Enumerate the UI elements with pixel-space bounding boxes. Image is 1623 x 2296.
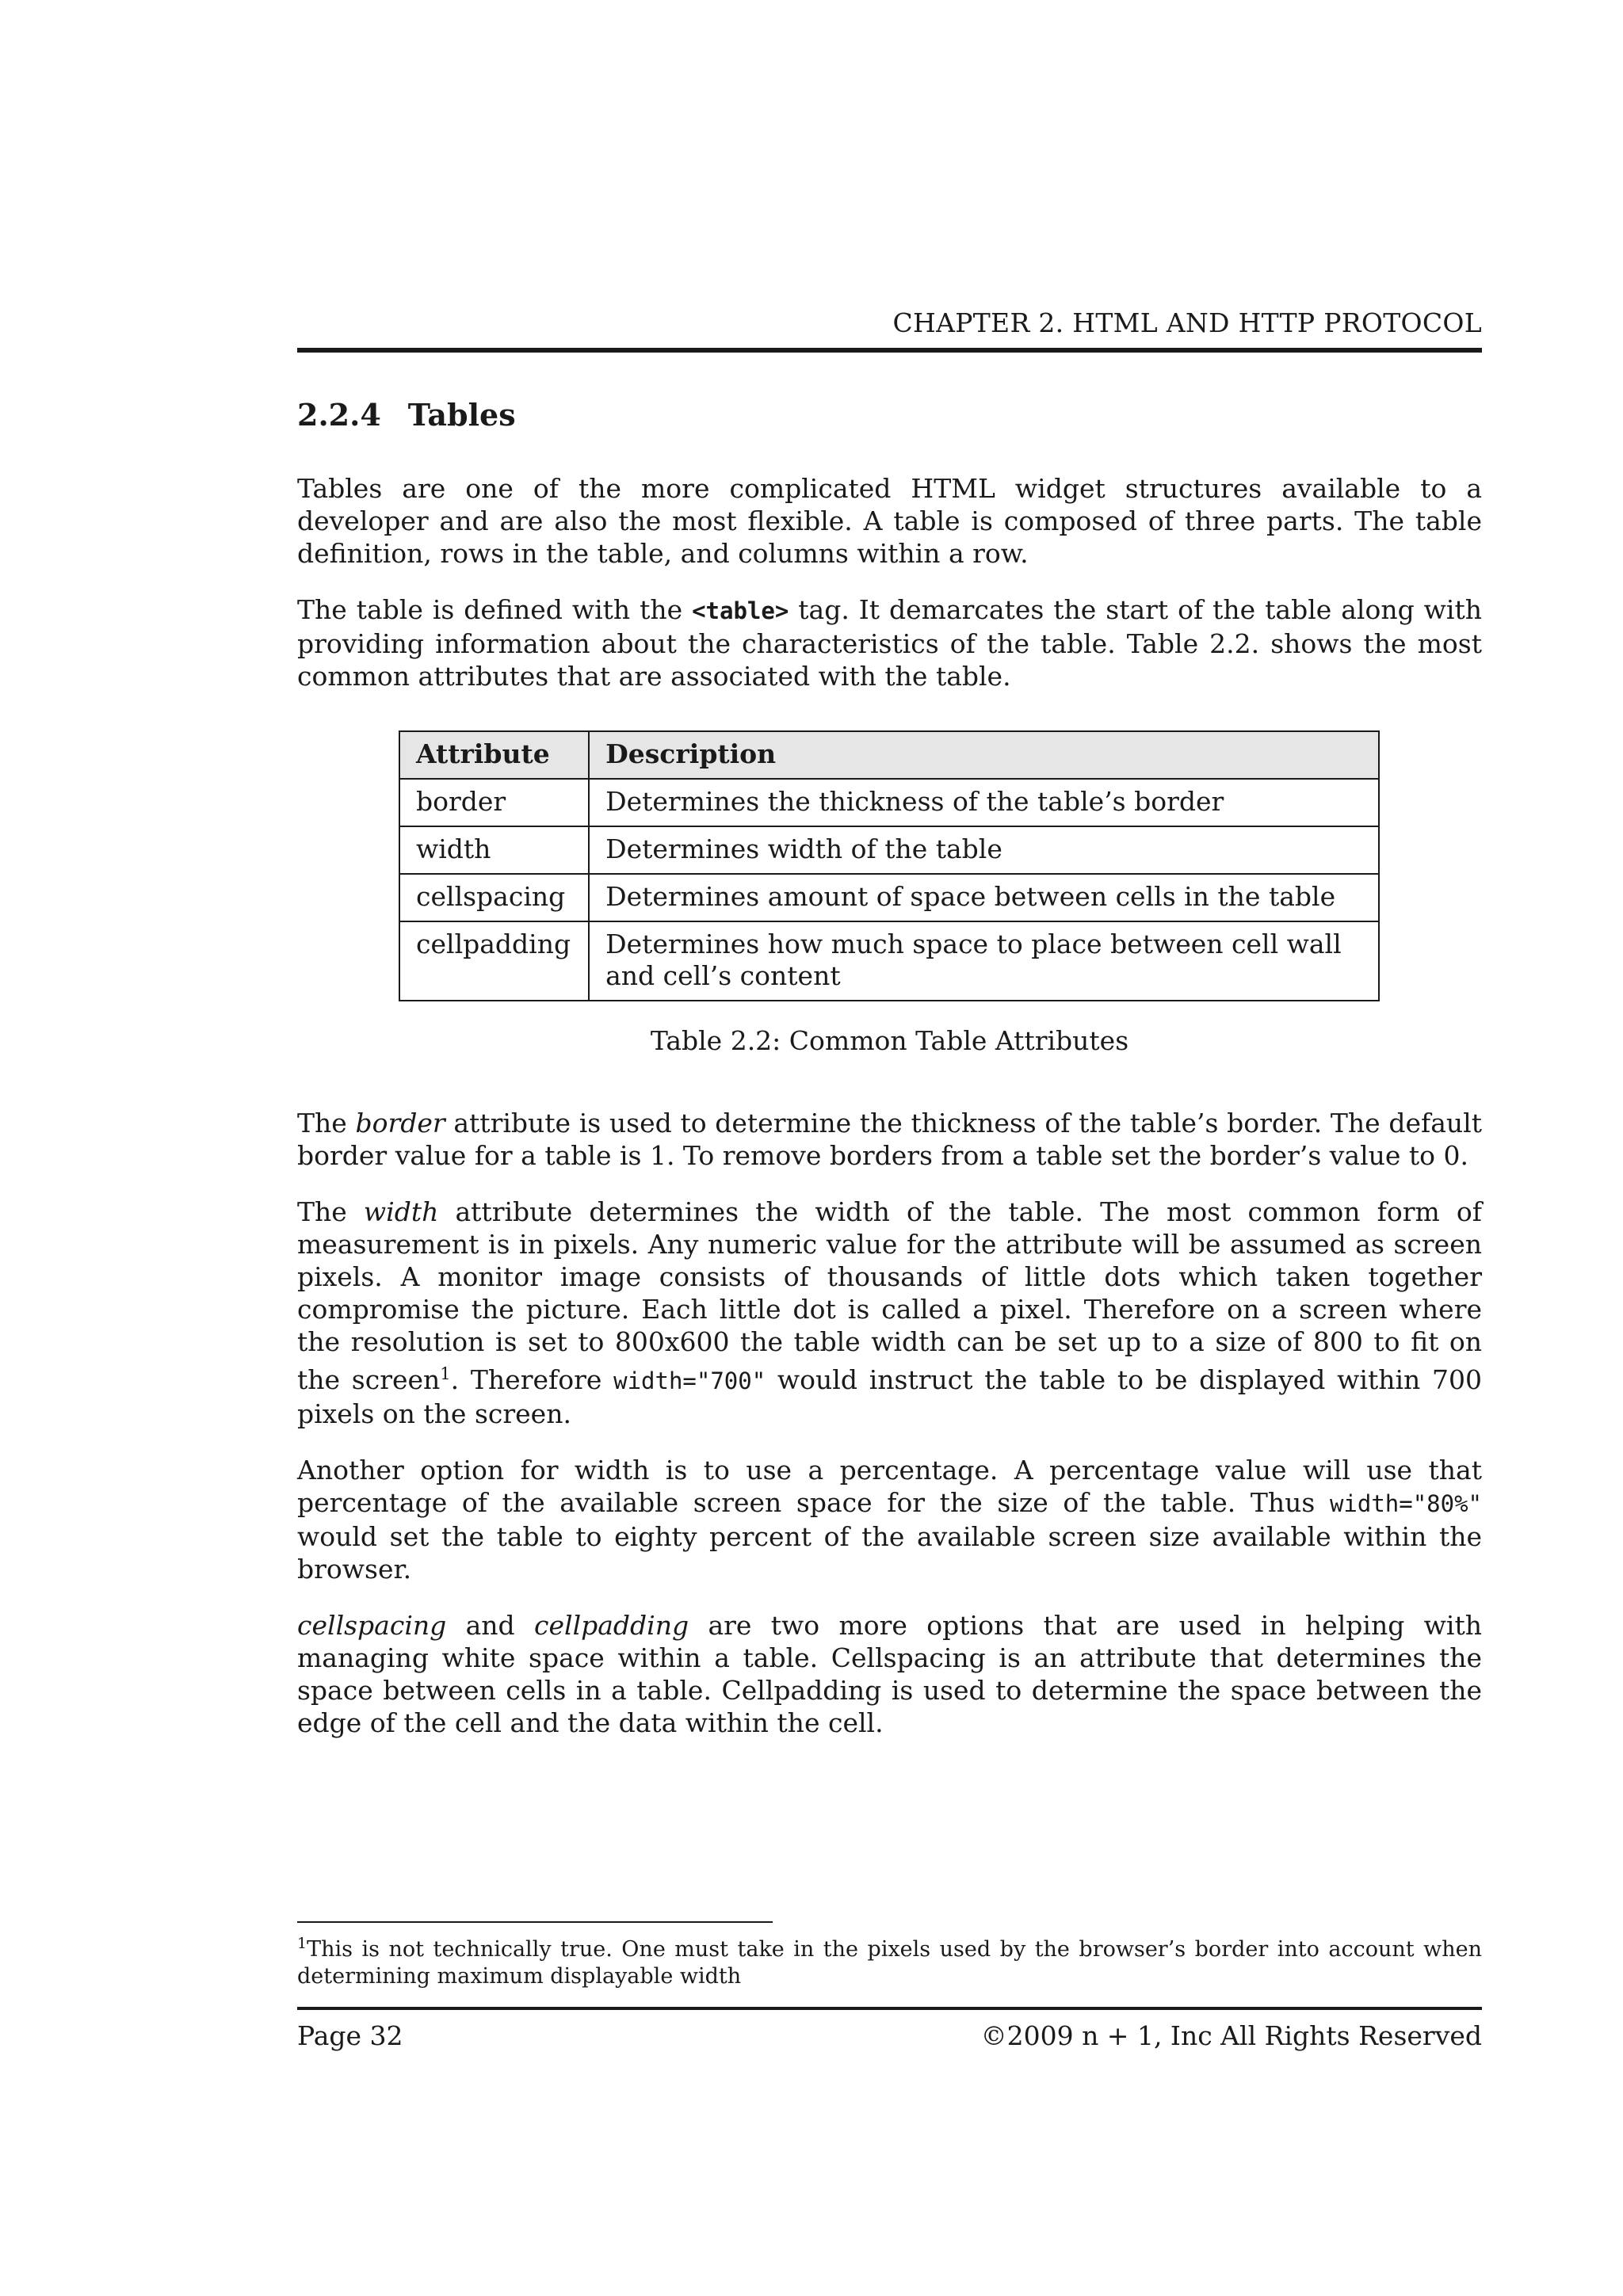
page-body <box>297 307 1482 1739</box>
text-span: attribute determines the width of the table. The most common form of measurement is in pixels. Any numeric value for the attribute will be assumed as screen pixels. A monitor image consists of thousands of little dots which taken together compromise the picture. Each little dot is called a pixel. Therefore on a screen where the resolution is set to 800x600 the table width can be set up to a size of 800 to fit on the screen <box>297 1196 1482 1395</box>
footnote-divider <box>297 1921 773 1923</box>
term-cellspacing: cellspacing <box>297 1610 447 1641</box>
paragraph-intro: Tables are one of the more complicated HTML widget structures available to a developer and are also the most flexible. A table is composed of three parts. The table definition, rows in the table, and columns within a row. <box>297 473 1482 569</box>
text-span: would set the table to eighty percent of the available screen size available within the browser. <box>297 1521 1482 1585</box>
header-attribute: Attribute <box>399 731 589 779</box>
attributes-table-wrap <box>399 730 1380 1001</box>
cell-description: Determines how much space to place between cell wall and cell’s content <box>589 921 1379 1001</box>
paragraph-spacing-padding <box>297 1609 1482 1739</box>
copyright: ©2009 n + 1, Inc All Rights Reserved <box>980 2020 1482 2051</box>
code-width-700: width="700" <box>613 1367 766 1394</box>
table-row <box>399 921 1379 1001</box>
code-width-80: width="80%" <box>1329 1490 1482 1517</box>
footnote <box>297 1930 1482 1990</box>
cell-description: Determines width of the table <box>589 826 1379 874</box>
footnote-text: This is not technically true. One must take in the pixels used by the browser’s border into account when determining maximum displayable width <box>297 1937 1482 1989</box>
table-row <box>399 874 1379 921</box>
term-cellpadding: cellpadding <box>534 1610 689 1641</box>
text-span: Another option for width is to use a percentage. A percentage value will use that percentage of the available screen space for the size of the table. Thus <box>297 1455 1482 1518</box>
section-title: Tables <box>407 397 516 433</box>
footnote-reference[interactable]: 1 <box>440 1364 451 1383</box>
text-span: are two more options that are used in helping with managing white space within a table. Cellspacing is an attribute that determines the space between cells in a table. Cellpadding is used to determine the space between the edge of the cell and the data within the cell. <box>297 1610 1482 1738</box>
text-span: and <box>446 1610 535 1641</box>
text-span: would instruct the table to be displayed within 700 pixels on the screen. <box>297 1364 1482 1429</box>
section-number: 2.2.4 <box>297 397 381 433</box>
section-heading <box>297 397 1482 433</box>
header-description: Description <box>589 731 1379 779</box>
text-span: attribute is used to determine the thickness of the table’s border. The default border value for a table is 1. To remove borders from a table set the border’s value to 0. <box>297 1108 1482 1171</box>
table-row <box>399 826 1379 874</box>
footnote-mark: 1 <box>297 1935 307 1952</box>
cell-description: Determines the thickness of the table’s border <box>589 779 1379 826</box>
paragraph-percentage <box>297 1454 1482 1585</box>
running-head: CHAPTER 2. HTML AND HTTP PROTOCOL <box>297 307 1482 353</box>
table-caption: Table 2.2: Common Table Attributes <box>650 1025 1129 1056</box>
paragraph-width <box>297 1196 1482 1430</box>
code-table-tag: <table> <box>692 597 789 624</box>
term-width: width <box>363 1196 439 1227</box>
table-row <box>399 779 1379 826</box>
cell-attribute: cellpadding <box>399 921 589 1001</box>
attributes-table <box>399 730 1380 1001</box>
cell-attribute: width <box>399 826 589 874</box>
cell-attribute: cellspacing <box>399 874 589 921</box>
text-span: tag. It demarcates the start of the table along with providing information about the characteristics of the table. Table 2.2. shows the most common attributes that are associated with the table. <box>297 594 1483 692</box>
cell-attribute: border <box>399 779 589 826</box>
page-footer <box>297 2020 1482 2051</box>
text-span: The <box>297 1108 356 1138</box>
table-header-row <box>399 731 1379 779</box>
term-border: border <box>355 1108 445 1138</box>
cell-description: Determines amount of space between cells in the table <box>589 874 1379 921</box>
text-span: The table is defined with the <box>297 594 693 625</box>
text-span: The <box>297 1196 364 1227</box>
paragraph-border <box>297 1107 1482 1172</box>
text-span: . Therefore <box>450 1364 614 1395</box>
page-number: Page 32 <box>297 2020 403 2051</box>
footer-divider <box>297 2007 1482 2010</box>
paragraph-table-tag <box>297 593 1482 692</box>
